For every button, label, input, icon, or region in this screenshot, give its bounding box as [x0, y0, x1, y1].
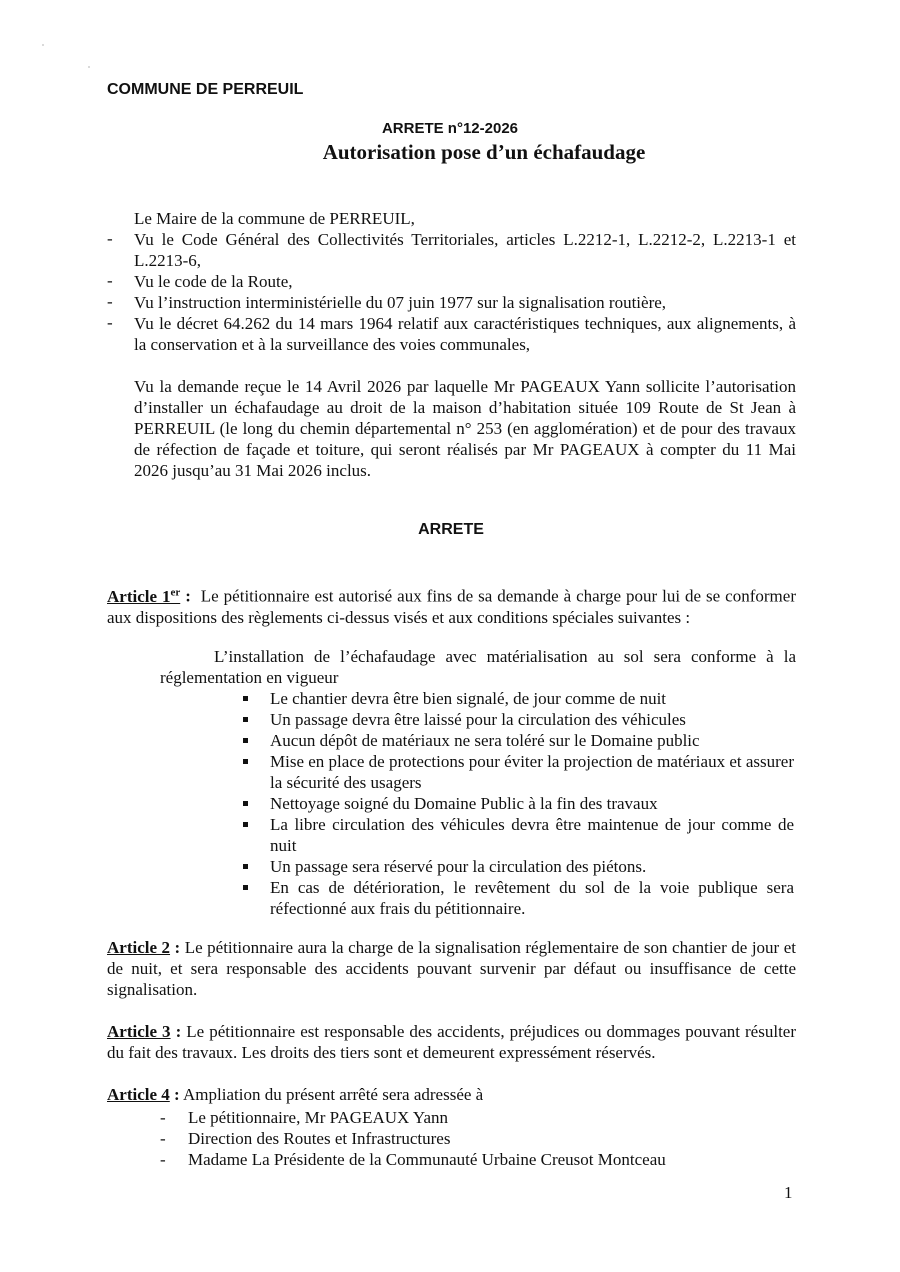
condition-item: Un passage sera réservé pour la circulation des piétons.	[240, 856, 794, 877]
dash-marker: -	[160, 1150, 166, 1169]
article-3	[107, 1021, 796, 1063]
article-1-label: Article 1er	[107, 586, 181, 606]
dash-marker: -	[160, 1108, 166, 1127]
recipient-item: - Madame La Présidente de la Communauté Urbaine Creusot Montceau	[160, 1150, 666, 1169]
article-4-colon: :	[169, 1085, 180, 1104]
dash-marker: -	[107, 313, 113, 332]
article-4	[107, 1084, 796, 1105]
condition-item: Aucun dépôt de matériaux ne sera toléré sur le Domaine public	[240, 730, 794, 751]
bullet-square-icon	[243, 822, 248, 827]
request-paragraph: Vu la demande reçue le 14 Avril 2026 par laquelle Mr PAGEAUX Yann sollicite l’autorisation d’installer un échafaudage au droit de la maison d’habitation située 109 Route de St Jean à PERREUIL (le long du chemin départemental n° 253 (en agglomération) et de pour des travaux de réfection de façade et toiture, qui seront réalisés par Mr PAGEAUX à compter du 11 Mai 2026 jusqu’au 31 Mai 2026 inclus.	[134, 377, 796, 480]
article-1-colon: :	[180, 586, 191, 606]
page-number: 1	[784, 1183, 793, 1202]
visa-item: Vu le Code Général des Collectivités Territoriales, articles L.2212-1, L.2212-2, L.2213-1 et L.2213-6,	[134, 230, 796, 270]
dash-marker: -	[160, 1129, 166, 1148]
bullet-square-icon	[243, 759, 248, 764]
dash-marker: -	[107, 271, 113, 290]
bullet-square-icon	[243, 885, 248, 890]
recipient-item: - Le pétitionnaire, Mr PAGEAUX Yann	[160, 1108, 449, 1127]
installation-paragraph: L’installation de l’échafaudage avec matérialisation au sol sera conforme à la réglementation en vigueur	[160, 647, 796, 687]
visa-item: Vu l’instruction interministérielle du 07 juin 1977 sur la signalisation routière,	[134, 293, 667, 312]
dash-marker: -	[107, 229, 113, 248]
condition-item: Nettoyage soigné du Domaine Public à la fin des travaux	[240, 793, 794, 814]
recipients-list	[160, 1107, 666, 1170]
bullet-square-icon	[243, 801, 248, 806]
visa-item: Vu le code de la Route,	[134, 272, 293, 291]
bullet-square-icon	[243, 864, 248, 869]
condition-item: En cas de détérioration, le revêtement du sol de la voie publique sera réfectionné aux frais du pétitionnaire.	[240, 877, 794, 919]
article-3-colon: :	[170, 1022, 182, 1041]
recipient-item: - Direction des Routes et Infrastructures	[160, 1129, 451, 1148]
condition-item: Un passage devra être laissé pour la circulation des véhicules	[240, 709, 794, 730]
article-2-label: Article 2	[107, 938, 171, 957]
article-2-text: Le pétitionnaire aura la charge de la signalisation réglementaire de son chantier de jour et de nuit, et sera responsable des accidents pouvant survenir par défaut ou insuffisance de cette signalisation.	[107, 938, 796, 999]
document-title: Autorisation pose d’un échafaudage	[322, 140, 646, 164]
condition-item: Le chantier devra être bien signalé, de jour comme de nuit	[240, 688, 794, 709]
article-3-text: Le pétitionnaire est responsable des accidents, préjudices ou dommages pouvant résulter du fait des travaux. Les droits des tiers sont et demeurent expressément réservés.	[107, 1022, 796, 1062]
conditions-list	[240, 688, 794, 919]
bullet-square-icon	[243, 738, 248, 743]
article-2-colon: :	[170, 938, 181, 957]
article-1-text: Le pétitionnaire est autorisé aux fins de sa demande à charge pour lui de se conformer aux dispositions des règlements ci-dessus visés et aux conditions spéciales suivantes :	[107, 586, 796, 627]
article-4-label: Article 4	[107, 1085, 170, 1104]
dash-marker: -	[107, 292, 113, 311]
condition-item: Mise en place de protections pour éviter la projection de matériaux et assurer la sécurité des usagers	[240, 751, 794, 793]
article-2	[107, 937, 796, 1000]
bullet-square-icon	[243, 717, 248, 722]
article-3-label: Article 3	[107, 1022, 171, 1041]
arrete-number: ARRETE n°12-2026	[381, 120, 519, 137]
scan-speck	[88, 66, 90, 68]
visa-item: Vu le décret 64.262 du 14 mars 1964 relatif aux caractéristiques techniques, aux alignements, à la conservation et à la surveillance des voies communales,	[134, 314, 796, 354]
preamble-intro: Le Maire de la commune de PERREUIL,	[134, 209, 415, 228]
commune-name: COMMUNE DE PERREUIL	[107, 81, 304, 98]
condition-item: La libre circulation des véhicules devra être maintenue de jour comme de nuit	[240, 814, 794, 856]
scan-speck	[42, 44, 44, 46]
article-4-text: Ampliation du présent arrêté sera adressée à	[183, 1085, 484, 1104]
section-heading: ARRETE	[418, 521, 484, 538]
article-1	[107, 582, 796, 628]
bullet-square-icon	[243, 696, 248, 701]
